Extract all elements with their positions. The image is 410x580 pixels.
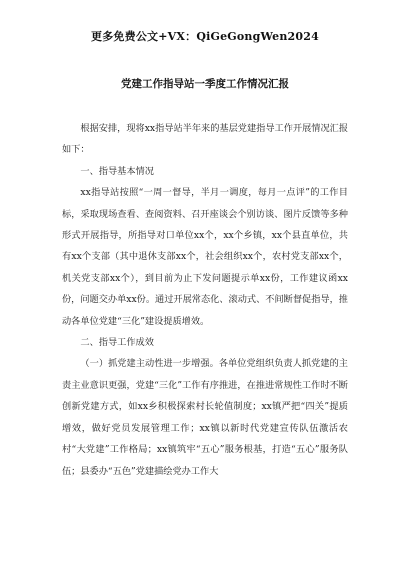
results-paragraph: （一）抓党建主动性进一步增强。各单位党组织负责人抓党建的主责主业意识更强，党建“三化”工作有序推进，在推进常规性工作时不断创新党建方式，如xx乡积极探索村长轮值制度；xx镇严把“四关”提质增效，做好党员发展管理工作；xx镇以新时代党建宣传队伍激活农村“大党建”工作格局；xx镇筑牢“五心”服务根基，打造“五心”服务队伍；县委办“五色”党建描绘党办工作大: [62, 358, 348, 477]
section-heading-basic-situation: 一、指导基本情况: [80, 165, 154, 177]
watermark-header: 更多免费公文+VX：QiGeGongWen2024: [91, 30, 319, 43]
basic-situation-paragraph: xx指导站按照“一周一督导，半月一调度，每月一点评”的工作目标，采取现场查看、查阅资料、召开座谈会个别访谈、图片反馈等多种形式开展指导，所指导对口单位xx个，xx个乡镇，xx个县直单位，共有xx个支部（其中退休支部xx个，社会组织xx个，农村党支部xx个，机关党支部xx个），到目前为止下发问题提示单xx份，工作建议函xx份，问题交办单xx份。通过开展常态化、滚动式、不间断督促指导，推动各单位党建“三化”建设提质增效。: [62, 187, 348, 327]
section-heading-results: 二、指导工作成效: [80, 337, 154, 349]
intro-paragraph: 根据安排，现将xx指导站半年来的基层党建指导工作开展情况汇报如下：: [62, 123, 349, 156]
document-title: 党建工作指导站一季度工作情况汇报: [121, 78, 289, 90]
document-body: [62, 118, 348, 482]
